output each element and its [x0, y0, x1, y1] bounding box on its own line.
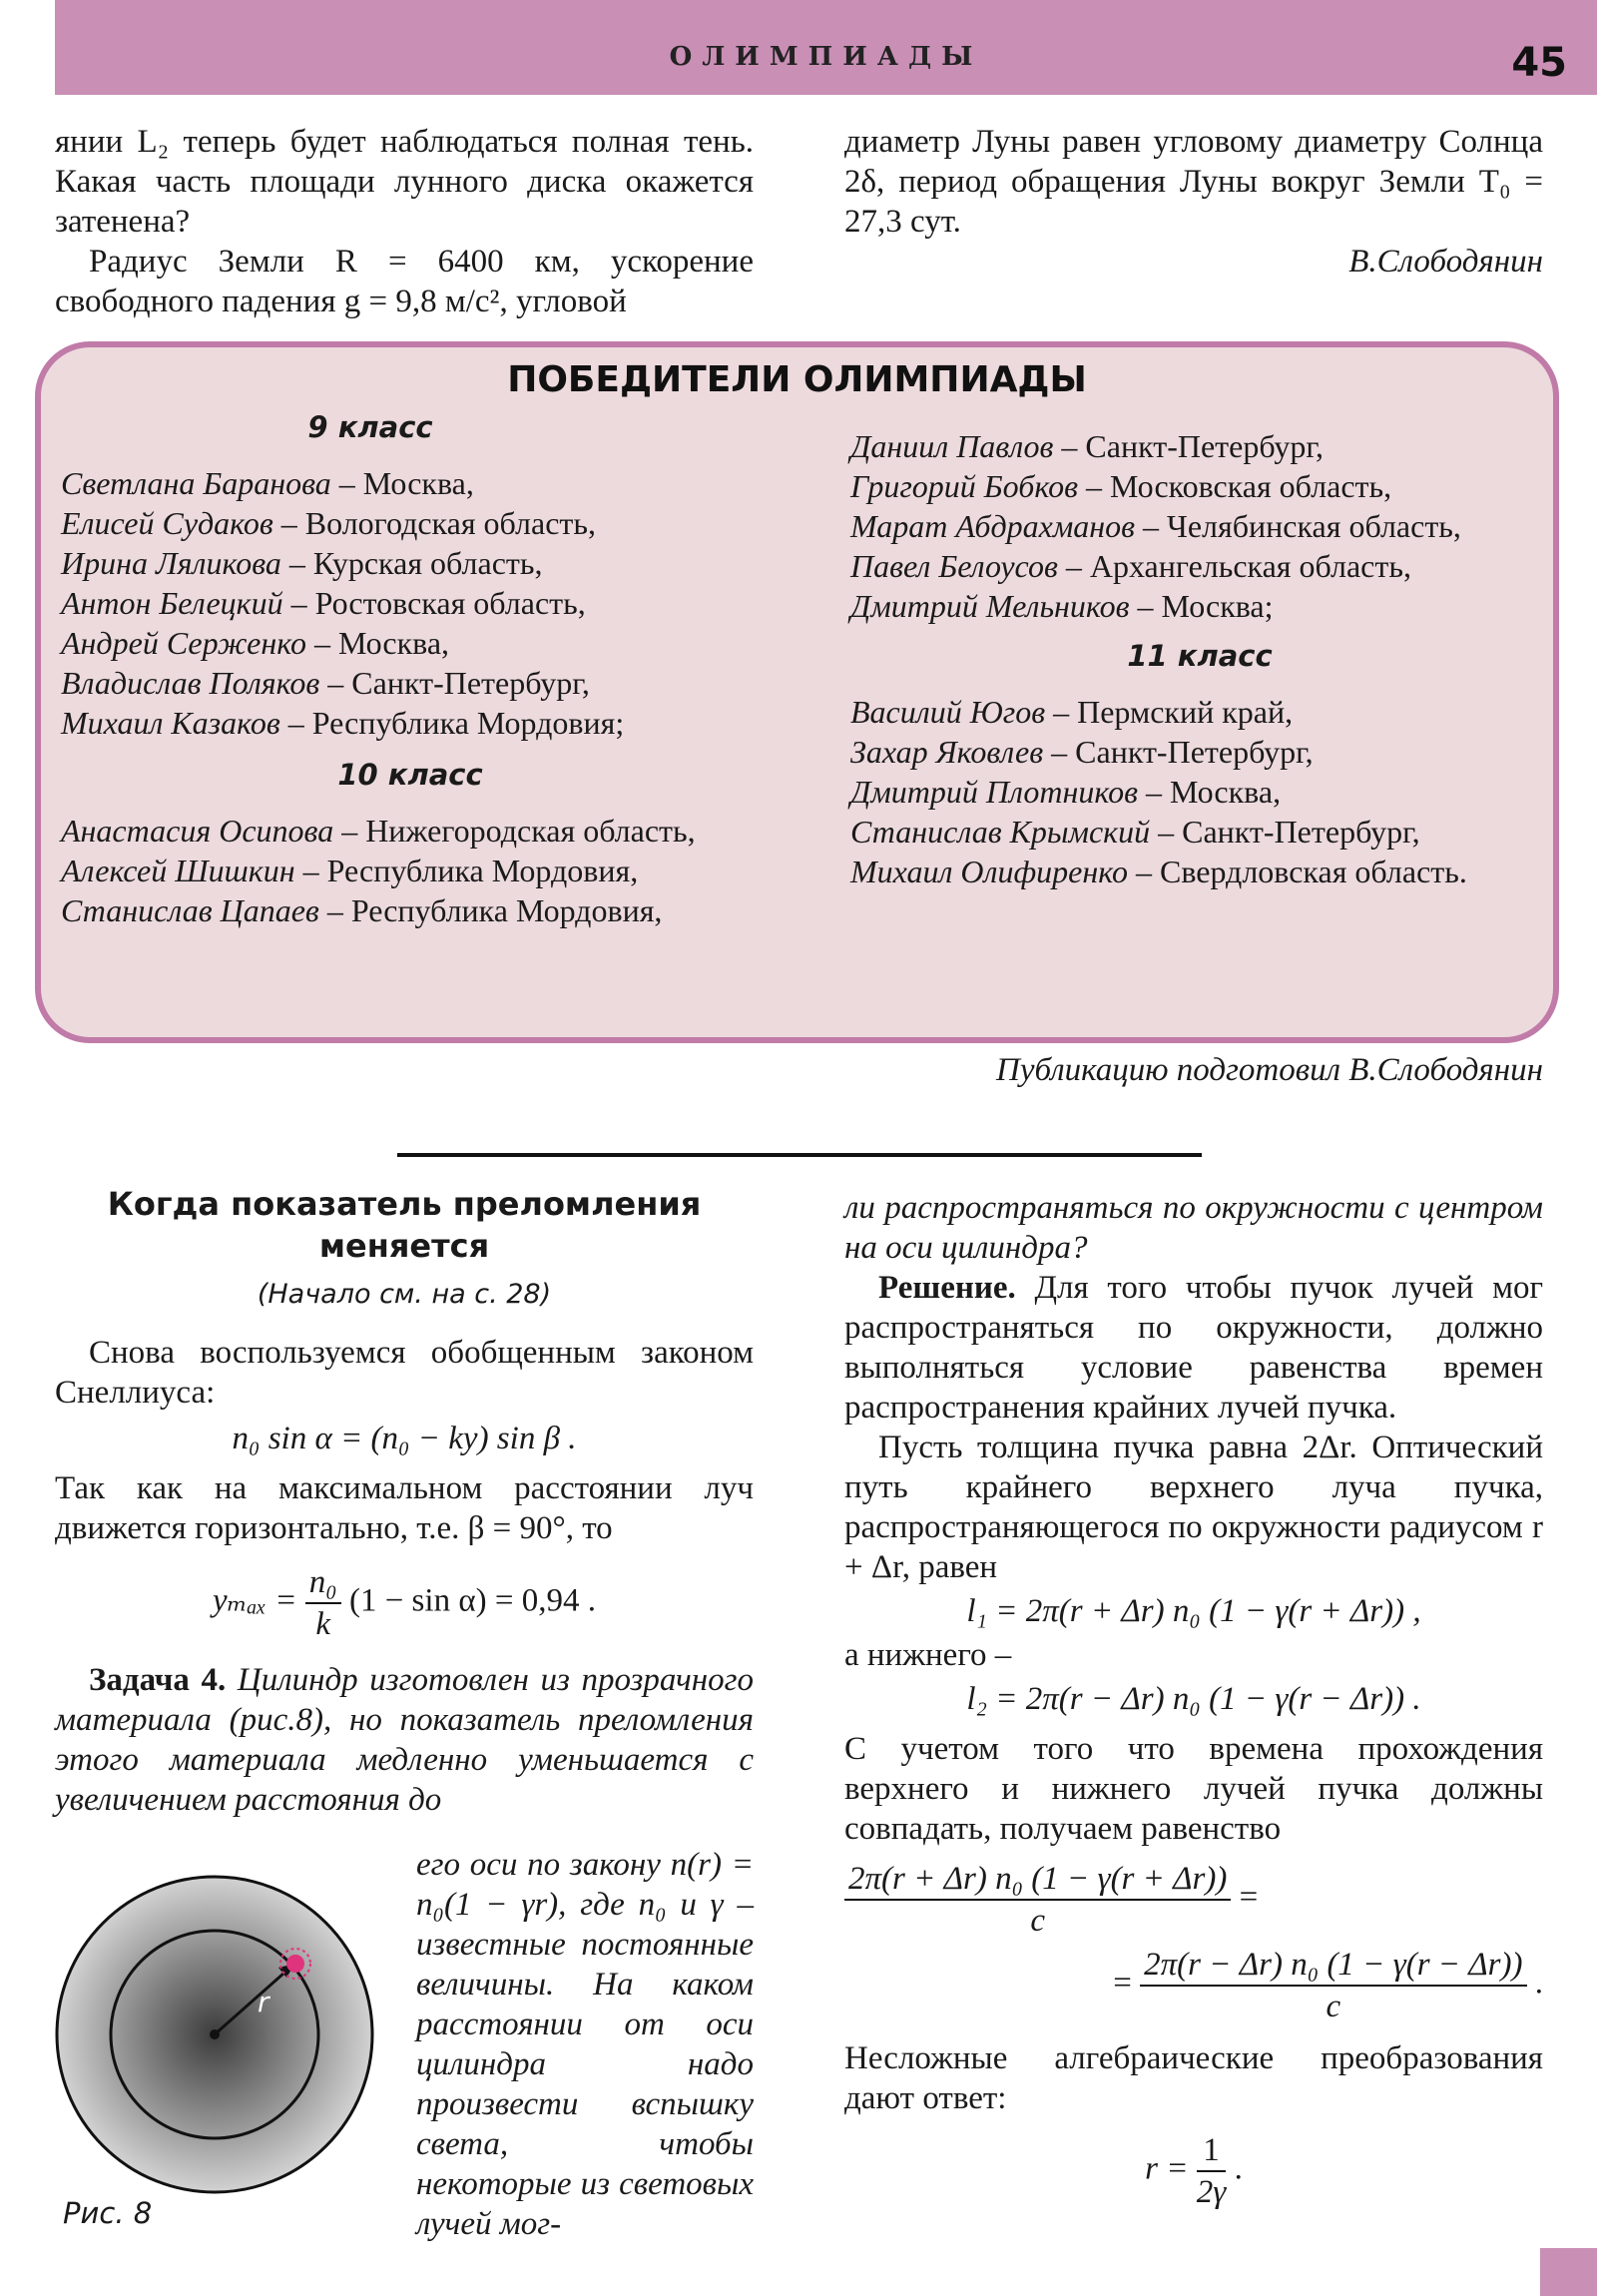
formula-equality-numerator-1: 2π(r + Δr) n₀ (1 − γ(r + Δr)) [844, 1859, 1231, 1901]
article-left-column [55, 1183, 754, 1820]
winner-name: Елисей Судаков [61, 505, 273, 541]
formula-answer-lhs: r = [1145, 2150, 1189, 2187]
formula-equals-1: = [1239, 1879, 1259, 1916]
winner-name: Антон Белецкий [61, 585, 283, 621]
task-4 [55, 1660, 754, 1820]
grade-10-list-part-2 [850, 426, 1549, 626]
winner-name: Марат Абдрахманов [850, 508, 1136, 544]
winner-region: – Санкт-Петербург, [1150, 814, 1420, 850]
formula-equality-fraction-2 [1140, 1945, 1526, 2026]
winner-region: – Московская область, [1077, 468, 1392, 504]
page-number: 45 [1511, 40, 1567, 86]
formula-l2: l₂ = 2π(r − Δr) n₀ (1 − γ(r − Δr)) . [966, 1681, 1421, 1717]
section-title: ОЛИМПИАДЫ [669, 42, 983, 72]
winners-title: ПОБЕДИТЕЛИ ОЛИМПИАДЫ [507, 359, 1087, 400]
article-title: Когда показатель преломления меняется [107, 1185, 702, 1265]
winner-region: – Свердловская область. [1128, 854, 1467, 889]
formula-answer-numerator: 1 [1197, 2130, 1227, 2172]
winner-name: Станислав Цапаев [61, 892, 319, 928]
winner-name: Григорий Бобков [850, 468, 1078, 504]
winner-name: Дмитрий Мельников [850, 588, 1130, 624]
winner-region: – Челябинская область, [1135, 508, 1461, 544]
top-right-paragraph: диаметр Луны равен угловому диаметру Солнца 2δ, период обращения Луны вокруг Земли T₀ = 27,3 сут. [844, 124, 1543, 240]
lower-ray-text: а нижнего – [844, 1637, 1012, 1673]
winners-left-column [61, 407, 760, 930]
winner-name: Владислав Поляков [61, 665, 320, 701]
article-paragraph-5: Несложные алгебраические преобразования дают ответ: [844, 2040, 1543, 2116]
winner-entry [850, 692, 1549, 732]
article-paragraph-1: Снова воспользуемся обобщенным законом Снеллиуса: [55, 1335, 754, 1411]
winner-entry [850, 426, 1549, 466]
formula-ymax-lhs: yₘₐₓ = [213, 1582, 297, 1619]
task-continuation: ли распространяться по окружности с центром на оси цилиндра? [844, 1190, 1543, 1266]
task-wrapped-text: его оси по закону n(r) = n₀(1 − γr), где n₀ и γ – известные постоянные величины. На каком расстоянии от оси цилиндра надо произвести вспышку света, чтобы некоторые из световых лучей мог- [416, 1847, 754, 2242]
top-left-paragraph-1: янии L₂ теперь будет наблюдаться полная тень. Какая часть площади лунного диска окажется затенена? [55, 124, 754, 240]
corner-block [1540, 2248, 1597, 2296]
winner-region: – Москва, [1137, 774, 1282, 810]
formula-answer [844, 2130, 1543, 2212]
winner-region: – Ростовская область, [282, 585, 586, 621]
formula-equality-denominator-2: c [1326, 1989, 1341, 2024]
winner-region: – Республика Мордовия, [294, 853, 639, 888]
winner-entry [850, 852, 1549, 891]
article-paragraph-4: С учетом того что времена прохождения верхнего и нижнего лучей пучка должны совпадать, получаем равенство [844, 1731, 1543, 1847]
grade-10-heading: 10 класс [337, 758, 483, 792]
divider-line [397, 1153, 1202, 1157]
article-paragraph-3: Пусть толщина пучка равна 2Δr. Оптический путь крайнего верхнего луча пучка, распространяющегося по окружности радиусом r + Δr, равен [844, 1430, 1543, 1585]
winner-entry [61, 811, 760, 851]
winner-name: Василий Югов [850, 694, 1046, 730]
article-subtitle: (Начало см. на с. 28) [257, 1279, 552, 1310]
solution-paragraph [844, 1268, 1543, 1428]
grade-11-heading: 11 класс [1127, 639, 1273, 673]
formula-answer-denominator: 2γ [1196, 2174, 1227, 2210]
winner-entry [61, 583, 760, 623]
top-left-paragraph-2: Радиус Земли R = 6400 км, ускорение свободного падения g = 9,8 м/с², угловой [55, 244, 754, 319]
formula-ymax-rhs: (1 − sin α) = 0,94 . [348, 1582, 596, 1619]
winner-name: Андрей Серженко [61, 625, 306, 661]
winner-region: – Пермский край, [1045, 694, 1294, 730]
formula-equality-denominator-1: c [1030, 1903, 1045, 1939]
winner-name: Захар Яковлев [850, 734, 1044, 770]
winner-region: – Вологодская область, [272, 505, 596, 541]
winner-region: – Москва, [330, 465, 474, 501]
winner-entry [850, 812, 1549, 852]
winner-entry [850, 546, 1549, 586]
formula-equality-end: . [1534, 1965, 1543, 2002]
winner-entry [850, 506, 1549, 546]
top-left-column [55, 122, 754, 321]
task-text: Цилиндр изготовлен из прозрачного материала (рис.8), но показатель преломления этого материала медленно уменьшается с увеличением расстояния до [55, 1662, 754, 1818]
formula-equality-top [844, 1859, 1543, 1941]
grade-9-heading: 9 класс [307, 410, 433, 444]
formula-equality-numerator-2: 2π(r − Δr) n₀ (1 − γ(r − Δr)) [1140, 1945, 1526, 1987]
winner-region: – Курская область, [280, 545, 543, 581]
solution-label: Решение. [878, 1270, 1016, 1306]
task-label: Задача 4. [89, 1662, 227, 1698]
winner-name: Ирина Ляликова [61, 545, 281, 581]
winner-entry [850, 732, 1549, 772]
winner-entry [850, 586, 1549, 626]
grade-9-list [61, 463, 760, 743]
winner-entry [850, 466, 1549, 506]
figure-caption: Рис. 8 [63, 2196, 153, 2230]
winner-entry [61, 703, 760, 743]
winner-name: Станислав Крымский [850, 814, 1151, 850]
formula-equality-fraction-1 [844, 1859, 1231, 1941]
winner-region: – Республика Мордовия, [318, 892, 663, 928]
article-right-column [844, 1188, 1543, 2212]
formula-answer-end: . [1234, 2150, 1243, 2187]
header-bar [55, 0, 1597, 95]
winner-entry [61, 623, 760, 663]
winner-entry [61, 503, 760, 543]
figure-8 [53, 1872, 382, 2201]
grade-10-list-part-1 [61, 811, 760, 930]
winner-entry [61, 543, 760, 583]
winner-region: – Архангельская область, [1057, 548, 1411, 584]
winner-region: – Москва, [305, 625, 450, 661]
winner-entry [61, 851, 760, 890]
formula-equals-2: = [1113, 1965, 1132, 2002]
formula-ymax-numerator: n₀ [305, 1562, 341, 1604]
winner-region: – Москва; [1129, 588, 1274, 624]
winner-name: Алексей Шишкин [61, 853, 295, 888]
winner-region: – Республика Мордовия; [279, 705, 625, 741]
winner-name: Даниил Павлов [850, 428, 1054, 464]
winner-name: Павел Белоусов [850, 548, 1058, 584]
winners-box [35, 341, 1559, 1043]
radius-label: r [258, 1986, 269, 2018]
formula-ymax [55, 1562, 754, 1644]
formula-answer-fraction [1197, 2130, 1227, 2212]
winner-name: Михаил Олифиренко [850, 854, 1128, 889]
publication-credit: Публикацию подготовил В.Слободянин [996, 1052, 1543, 1088]
formula-l1: l₁ = 2π(r + Δr) n₀ (1 − γ(r + Δr)) , [966, 1593, 1421, 1629]
formula-ymax-denominator: k [315, 1606, 331, 1642]
winner-name: Михаил Казаков [61, 705, 280, 741]
solution-text: Для того чтобы пучок лучей мог распространяться по окружности, должно выполняться условие равенства времен распространения крайних лучей пучка. [844, 1270, 1543, 1426]
winner-region: – Санкт-Петербург, [319, 665, 590, 701]
winner-entry [61, 890, 760, 930]
formula-ymax-fraction [305, 1562, 341, 1644]
winner-region: – Санкт-Петербург, [1053, 428, 1324, 464]
winner-name: Анастасия Осипова [61, 813, 334, 849]
axis-point [210, 2029, 220, 2039]
winner-entry [61, 463, 760, 503]
winner-name: Светлана Баранова [61, 465, 331, 501]
grade-11-list [850, 692, 1549, 891]
winner-region: – Санкт-Петербург, [1043, 734, 1314, 770]
winner-entry [61, 663, 760, 703]
winners-right-column [850, 426, 1549, 891]
winner-region: – Нижегородская область, [333, 813, 696, 849]
winner-name: Дмитрий Плотников [850, 774, 1138, 810]
top-right-column [844, 122, 1543, 282]
winner-entry [850, 772, 1549, 812]
author-signature: В.Слободянин [1348, 244, 1543, 280]
formula-equality-bottom [844, 1945, 1543, 2026]
article-paragraph-2: Так как на максимальном расстоянии луч движется горизонтально, т.е. β = 90°, то [55, 1470, 754, 1546]
formula-snell: n₀ sin α = (n₀ − ky) sin β . [232, 1421, 577, 1456]
